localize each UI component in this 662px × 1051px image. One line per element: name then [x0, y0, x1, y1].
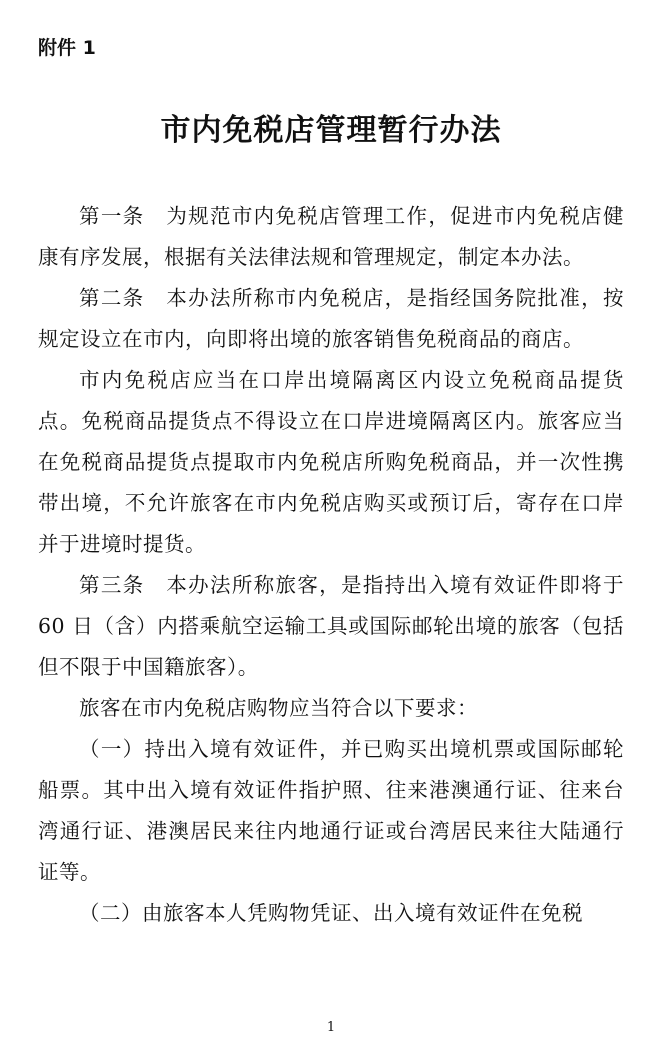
paragraph-requirement-1: （一）持出入境有效证件，并已购买出境机票或国际邮轮船票。其中出入境有效证件指护照、往来港澳通行证、往来台湾通行证、港澳居民来往内地通行证或台湾居民来往大陆通行证等。	[38, 737, 624, 884]
document-title: 市内免税店管理暂行办法	[160, 113, 502, 148]
paragraph-article-1: 第一条 为规范市内免税店管理工作，促进市内免税店健康有序发展，根据有关法律法规和管理规定，制定本办法。	[38, 204, 624, 269]
paragraph-article-2: 第二条 本办法所称市内免税店，是指经国务院批准，按规定设立在市内，向即将出境的旅客销售免税商品的商店。	[38, 286, 624, 351]
paragraph-pickup-point: 市内免税店应当在口岸出境隔离区内设立免税商品提货点。免税商品提货点不得设立在口岸进境隔离区内。旅客应当在免税商品提货点提取市内免税店所购免税商品，并一次性携带出境，不允许旅客在市内免税店购买或预订后，寄存在口岸并于进境时提货。	[38, 368, 624, 556]
attachment-label: 附件 1	[38, 37, 96, 59]
paragraph-requirements-intro: 旅客在市内免税店购物应当符合以下要求：	[79, 696, 478, 720]
paragraph-requirement-2: （二）由旅客本人凭购物凭证、出入境有效证件在免税	[79, 901, 583, 925]
paragraph-article-3: 第三条 本办法所称旅客，是指持出入境有效证件即将于 60 日（含）内搭乘航空运输工具或国际邮轮出境的旅客（包括但不限于中国籍旅客）。	[38, 573, 624, 679]
page-number: 1	[326, 1020, 336, 1035]
document-body	[38, 196, 624, 934]
